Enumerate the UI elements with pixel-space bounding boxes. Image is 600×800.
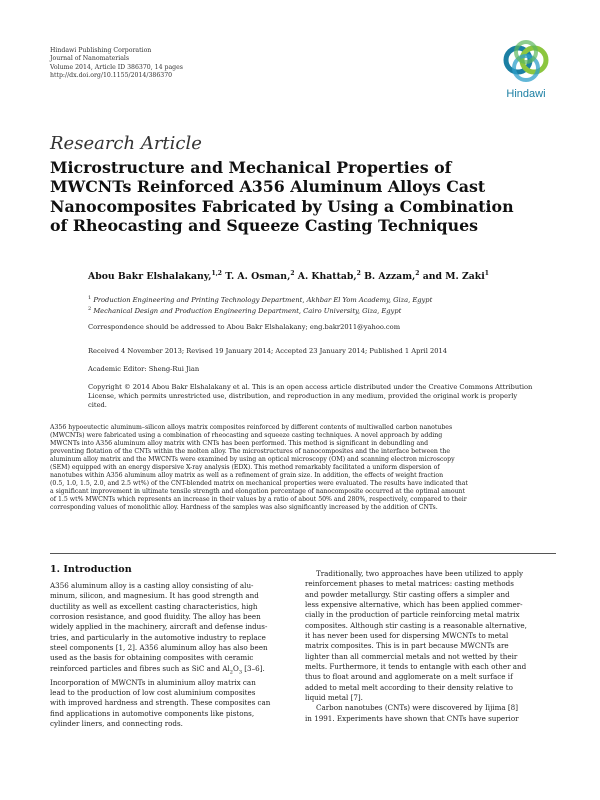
body-line: minum, silicon, and magnesium. It has good strength and <box>50 591 259 601</box>
section-divider <box>50 553 556 554</box>
body-text: O <box>232 663 239 673</box>
academic-editor <box>88 365 199 374</box>
author-list <box>88 270 489 282</box>
body-line: it has never been used for dispersing MWCNTs to metal <box>305 631 509 641</box>
journal-name: Journal of Nanomaterials <box>50 55 130 63</box>
body-line: lead to the production of low cost aluminium composites <box>50 687 256 697</box>
abstract <box>50 424 556 513</box>
author-name: T. A. Osman, <box>222 271 291 283</box>
body-line: in 1991. Experiments have shown that CNTs have superior <box>305 713 519 723</box>
publication-dates <box>88 347 447 356</box>
body-line: less expensive alternative, which has been applied commer- <box>305 600 523 610</box>
affiliation-text: Production Engineering and Printing Technology Department, Akhbar El Yom Academy, Giza, Egypt <box>91 296 433 305</box>
body-line: melts. Furthermore, it tends to entangle with each other and <box>305 662 527 672</box>
hindawi-logo-icon <box>496 40 556 88</box>
body-line: steel components [1, 2]. A356 aluminum alloy has also been <box>50 643 268 653</box>
body-line <box>50 664 270 678</box>
affiliation-text: Mechanical Design and Production Engineering Department, Cairo University, Giza, Egypt <box>91 307 402 316</box>
body-text: reinforced particles and fibres such as SiC and Al <box>50 663 230 673</box>
title-line: Microstructure and Mechanical Properties of <box>50 158 452 177</box>
hindawi-logo <box>496 40 556 106</box>
author-affiliation-mark: 2 <box>415 270 420 277</box>
abstract-line: of 1.5 wt% MWCNTs which represents an increase in their values by a ratio of about 50% and 280%, respectively, compared to their <box>50 496 467 504</box>
body-line: lighter than all commercial metals and not wetted by their <box>305 651 518 661</box>
title-line: Nanocomposites Fabricated by Using a Combination <box>50 196 514 216</box>
body-line: and powder metallurgy. Stir casting offers a simpler and <box>305 589 510 599</box>
correspondence-text: Correspondence should be addressed to Abou Bakr Elshalakany; eng.bakr2011@yahoo.com <box>88 323 401 331</box>
body-line: cially in the production of particle reinforcing metal matrix <box>305 610 520 620</box>
body-line: widely applied in the machinery, aircraft and defense indus- <box>50 622 268 632</box>
abstract-line: nanotubes within A356 aluminum alloy matrix as well as a refinement of grain size. In addition, the effects of weight fraction <box>50 472 444 480</box>
body-line: Incorporation of MWCNTs in aluminium alloy matrix can <box>50 677 256 687</box>
body-line: reinforcement phases to metal matrices: casting methods <box>305 579 514 589</box>
abstract-line: preventing flotation of the CNTs within the molten alloy. The microstructures of nanocomposites and the interface between the <box>50 448 450 456</box>
doi-link[interactable]: http://dx.doi.org/10.1155/2014/386370 <box>50 71 173 79</box>
body-line: cylinder liners, and connecting rods. <box>50 718 183 728</box>
left-column <box>50 581 270 729</box>
body-line: Traditionally, two approaches have been utilized to apply <box>316 569 524 578</box>
article-title <box>50 158 530 235</box>
abstract-line: A356 hypoeutectic aluminum–silicon alloys matrix composites reinforced by different contents of multiwalled carbon nanotubes <box>50 424 453 431</box>
citation-text: [3–6]. <box>242 663 265 673</box>
section-heading: 1. Introduction <box>50 564 132 575</box>
author-affiliation-mark: 2 <box>356 270 361 277</box>
subscript: 3 <box>238 669 242 676</box>
affiliation-item <box>88 294 432 305</box>
dates-text: Received 4 November 2013; Revised 19 January 2014; Accepted 23 January 2014; Published 1 April 2014 <box>88 347 447 355</box>
copyright-line: License, which permits unrestricted use, distribution, and reproduction in any medium, provided the original work is properly <box>88 391 518 400</box>
author-name: Abou Bakr Elshalakany, <box>88 271 212 283</box>
body-line: corrosion resistance, and good fluidity. The alloy has been <box>50 612 261 622</box>
copyright-notice <box>88 383 558 409</box>
body-line: composites. Although stir casting is a reasonable alternative, <box>305 620 527 630</box>
abstract-line: (SEM) equipped with an energy dispersive X-ray analysis (EDX). This method remarkably facilitated a uniform dispersion of <box>50 464 440 472</box>
body-line: Carbon nanotubes (CNTs) were discovered by Iijima [8] <box>316 703 518 713</box>
abstract-line: corresponding values of monolithic alloy. Hardness of the samples was also significantly increased by the addition of CNTs. <box>50 504 438 512</box>
abstract-line: MWCNTs into A356 aluminum alloy matrix with CNTs has been performed. This method is significant in debundling and <box>50 440 429 448</box>
author-affiliation-mark: 2 <box>290 270 295 277</box>
affiliation-mark: 2 <box>88 306 92 313</box>
body-line: A356 aluminum alloy is a casting alloy consisting of alu- <box>50 581 254 590</box>
author-name: A. Khattab, <box>294 271 357 283</box>
editor-text: Academic Editor: Sheng-Rui Jian <box>88 365 200 373</box>
body-line: matrix composites. This is in part because MWCNTs are <box>305 641 509 651</box>
author-affiliation-mark: 1,2 <box>211 270 222 277</box>
article-type: Research Article <box>50 133 202 154</box>
body-line: thus to float around and agglomerate on a melt surface if <box>305 672 513 682</box>
affiliation-item <box>88 305 432 316</box>
affiliation-mark: 1 <box>88 295 92 301</box>
author-affiliation-mark: 1 <box>484 270 489 277</box>
subscript: 2 <box>229 669 233 676</box>
volume-info: Volume 2014, Article ID 386370, 14 pages <box>50 63 183 71</box>
body-line: added to metal melt according to their density relative to <box>305 682 513 692</box>
abstract-line: (MWCNTs) were fabricated using a combination of rheocasting and squeeze casting techniques. A novel approach by adding <box>50 432 443 440</box>
title-line: MWCNTs Reinforced A356 Aluminum Alloys Cast <box>50 177 486 197</box>
author-name: and M. Zaki <box>419 271 485 283</box>
body-line: liquid metal [7]. <box>305 693 363 703</box>
journal-meta <box>50 47 183 80</box>
abstract-line: aluminum alloy matrix and the MWCNTs were examined by using an optical microscopy (OM) and scanning electron microscopy <box>50 456 455 464</box>
right-column <box>305 569 527 724</box>
body-line: tries, and particularly in the automotive industry to replace <box>50 632 266 642</box>
abstract-line: (0.5, 1.0, 1.5, 2.0, and 2.5 wt%) of the CNT-blended matrix on mechanical properties were evaluated. The results have indicated that <box>50 480 468 488</box>
affiliations <box>88 294 432 316</box>
author-name: B. Azzam, <box>360 271 416 283</box>
body-line: ductility as well as excellent casting characteristics, high <box>50 601 258 611</box>
logo-text: Hindawi <box>506 88 546 100</box>
publisher-name: Hindawi Publishing Corporation <box>50 47 152 54</box>
body-line: used as the basis for obtaining composites with ceramic <box>50 653 254 663</box>
body-line: find applications in automotive components like pistons, <box>50 708 255 718</box>
copyright-line: Copyright © 2014 Abou Bakr Elshalakany et al. This is an open access article distributed under the Creative Commons Attribution <box>88 383 533 391</box>
title-line: of Rheocasting and Squeeze Casting Techniques <box>50 215 479 235</box>
copyright-line: cited. <box>88 400 107 409</box>
body-line: with improved hardness and strength. These composites can <box>50 698 271 708</box>
correspondence <box>88 323 400 332</box>
abstract-line: a significant improvement in ultimate tensile strength and elongation percentage of nanocomposite occurred at the optimal amount <box>50 488 466 496</box>
